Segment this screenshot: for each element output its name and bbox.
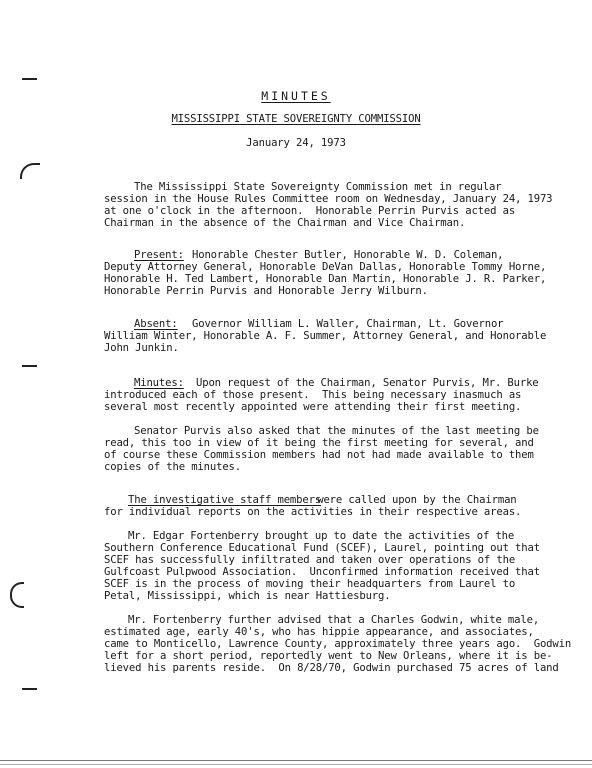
punch-mark <box>22 688 37 690</box>
intro-line: The Mississippi State Sovereignty Commission met in regular <box>134 181 502 193</box>
absent-label: Absent: <box>134 318 178 330</box>
absent-line: John Junkin. <box>104 342 179 354</box>
present-line: Honorable H. Ted Lambert, Honorable Dan Martin, Honorable J. R. Parker, <box>104 273 547 285</box>
absent-line: Governor William L. Waller, Chairman, Lt. Governor <box>192 318 504 330</box>
punch-hole-arc <box>10 582 24 608</box>
page-title: MINUTES <box>261 89 331 103</box>
fortenberry-line: SCEF has successfully infiltrated and taken over operations of the <box>104 554 516 566</box>
staff-line: were called upon by the Chairman <box>311 494 517 506</box>
punch-hole-arc <box>20 163 40 179</box>
intro-line: at one o'clock in the afternoon. Honorable Perrin Purvis acted as <box>104 205 516 217</box>
minutes-line: Upon request of the Chairman, Senator Purvis, Mr. Burke <box>196 377 539 389</box>
scan-edge-line <box>0 760 592 761</box>
present-line: Honorable Perrin Purvis and Honorable Jerry Wilburn. <box>104 285 428 297</box>
minutes-line: introduced each of those present. This being necessary inasmuch as <box>104 389 522 401</box>
godwin-line: came to Monticello, Lawrence County, approximately three years ago. Godwin <box>104 638 572 650</box>
present-line: Deputy Attorney General, Honorable DeVan Dallas, Honorable Tommy Horne, <box>104 261 547 273</box>
minutes-label: Minutes: <box>134 377 184 389</box>
godwin-line: estimated age, early 40's, who has hippie appearance, and associates, <box>104 626 534 638</box>
scan-edge-line <box>0 764 592 765</box>
purvis-line: Senator Purvis also asked that the minutes of the last meeting be <box>134 425 539 437</box>
staff-line: for individual reports on the activities in their respective areas. <box>104 506 522 518</box>
absent-line: William Winter, Honorable A. F. Summer, Attorney General, and Honorable <box>104 330 547 342</box>
godwin-line: lieved his parents reside. On 8/28/70, Godwin purchased 75 acres of land <box>104 662 559 674</box>
organization-heading: MISSISSIPPI STATE SOVEREIGNTY COMMISSION <box>171 113 421 125</box>
fortenberry-line: Gulfcoast Pulpwood Association. Unconfirmed information received that <box>104 566 540 578</box>
intro-line: session in the House Rules Committee room on Wednesday, January 24, 1973 <box>104 193 553 205</box>
intro-line: Chairman in the absence of the Chairman and Vice Chairman. <box>104 217 466 229</box>
staff-label: The investigative staff members <box>128 494 322 506</box>
purvis-line: of course these Commission members had not had made available to them <box>104 449 534 461</box>
fortenberry-line: Southern Conference Educational Fund (SCEF), Laurel, pointing out that <box>104 542 540 554</box>
punch-mark <box>22 78 37 80</box>
fortenberry-line: Petal, Mississippi, which is near Hattiesburg. <box>104 590 391 602</box>
purvis-line: copies of the minutes. <box>104 461 242 473</box>
godwin-line: Mr. Fortenberry further advised that a Charles Godwin, white male, <box>128 614 540 626</box>
purvis-line: read, this too in view of it being the first meeting for several, and <box>104 437 534 449</box>
present-label: Present: <box>134 249 184 261</box>
godwin-line: left for a short period, reportedly went to New Orleans, where it is be- <box>104 650 553 662</box>
meeting-date: January 24, 1973 <box>246 137 346 149</box>
fortenberry-line: SCEF is in the process of moving their headquarters from Laurel to <box>104 578 516 590</box>
present-line: Honorable Chester Butler, Honorable W. D. Coleman, <box>192 249 504 261</box>
minutes-line: several most recently appointed were attending their first meeting. <box>104 401 522 413</box>
fortenberry-line: Mr. Edgar Fortenberry brought up to date the activities of the <box>128 530 515 542</box>
punch-mark <box>22 365 37 367</box>
